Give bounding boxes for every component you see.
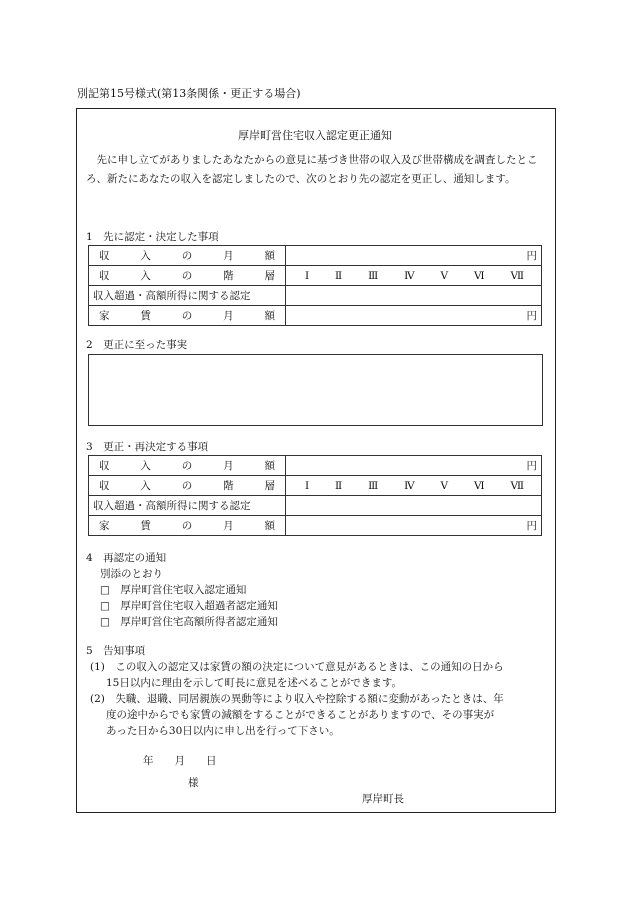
label-char: 入 bbox=[140, 250, 151, 262]
label-char: 賃 bbox=[140, 520, 151, 532]
form-number-label: 別記第15号様式(第13条関係・更正する場合) bbox=[77, 87, 301, 100]
bracket-option[interactable]: Ⅰ bbox=[304, 269, 310, 282]
rent-label bbox=[93, 308, 281, 323]
notice-item-2-line2: 度の途中からでも家賃の減額をすることができることがありますので、その事実が bbox=[106, 709, 495, 721]
table-row bbox=[89, 516, 542, 536]
bracket-value-cell[interactable] bbox=[286, 476, 542, 496]
label-char: の bbox=[181, 250, 193, 262]
label-char: の bbox=[181, 310, 193, 322]
bracket-option[interactable]: Ⅲ bbox=[368, 479, 379, 492]
section3-heading: 3 更正・再決定する事項 bbox=[86, 441, 209, 453]
table-row bbox=[89, 306, 542, 326]
label-char: 入 bbox=[140, 480, 151, 492]
bracket-value-cell[interactable] bbox=[286, 266, 542, 286]
label-char: 層 bbox=[264, 270, 275, 282]
date-line: 年 月 日 bbox=[143, 755, 217, 767]
bracket-option[interactable]: Ⅱ bbox=[335, 479, 343, 492]
notice-option-checkbox[interactable]: □ 厚岸町営住宅高額所得者認定通知 bbox=[100, 616, 278, 628]
label-char: の bbox=[181, 460, 193, 472]
yen-unit: 円 bbox=[526, 310, 537, 322]
table-row bbox=[89, 496, 542, 516]
label-char: の bbox=[181, 480, 193, 492]
rent-label bbox=[93, 518, 281, 533]
section4-subtext: 別添のとおり bbox=[100, 568, 163, 580]
label-char: 賃 bbox=[140, 310, 151, 322]
income-label bbox=[93, 458, 281, 473]
label-char: の bbox=[181, 270, 193, 282]
label-char: 月 bbox=[223, 250, 234, 262]
bracket-option[interactable]: Ⅰ bbox=[304, 479, 310, 492]
bracket-option[interactable]: Ⅵ bbox=[474, 269, 485, 282]
bracket-option[interactable]: Ⅶ bbox=[510, 269, 525, 282]
bracket-options bbox=[290, 270, 537, 282]
notice-item-1-line1: (1) この収入の認定又は家賃の額の決定について意見があるときは、この通知の日から bbox=[90, 661, 504, 673]
label-char: 月 bbox=[223, 520, 234, 532]
bracket-option[interactable]: Ⅳ bbox=[404, 479, 415, 492]
section5-heading: 5 告知事項 bbox=[86, 645, 146, 657]
table-row bbox=[89, 246, 542, 266]
excess-label: 収入超過・高額所得に関する認定 bbox=[89, 286, 286, 306]
bracket-option[interactable]: Ⅳ bbox=[404, 269, 415, 282]
notice-item-1-line2: 15日以内に理由を示して町長に意見を述べることができます。 bbox=[106, 677, 403, 689]
yen-unit: 円 bbox=[526, 460, 537, 472]
excess-value-cell[interactable] bbox=[286, 496, 542, 516]
bracket-options bbox=[290, 480, 537, 492]
label-char: 額 bbox=[264, 460, 275, 472]
income-value-cell[interactable] bbox=[286, 246, 542, 266]
label-char: 収 bbox=[99, 250, 110, 262]
label-char: 額 bbox=[264, 310, 275, 322]
table-row bbox=[89, 476, 542, 496]
page-title: 厚岸町営住宅収入認定更正通知 bbox=[238, 129, 392, 142]
addressee-suffix: 様 bbox=[188, 777, 199, 789]
rent-value-cell[interactable] bbox=[286, 306, 542, 326]
section1-table bbox=[88, 245, 542, 326]
section2-heading: 2 更正に至った事実 bbox=[86, 339, 188, 351]
label-char: 額 bbox=[264, 250, 275, 262]
income-value-cell[interactable] bbox=[286, 456, 542, 476]
label-char: 額 bbox=[264, 520, 275, 532]
label-char: 収 bbox=[99, 270, 110, 282]
label-char: の bbox=[181, 520, 193, 532]
issuer-name: 厚岸町長 bbox=[362, 793, 404, 805]
facts-textarea[interactable] bbox=[88, 354, 543, 426]
label-char: 階 bbox=[223, 270, 234, 282]
excess-value-cell[interactable] bbox=[286, 286, 542, 306]
bracket-option[interactable]: Ⅴ bbox=[440, 269, 449, 282]
notice-item-2-line1: (2) 失職、退職、同居親族の異動等により収入や控除する額に変動があったときは、年 bbox=[90, 693, 504, 705]
label-char: 入 bbox=[140, 460, 151, 472]
yen-unit: 円 bbox=[526, 250, 537, 262]
label-char: 月 bbox=[223, 460, 234, 472]
bracket-option[interactable]: Ⅲ bbox=[368, 269, 379, 282]
yen-unit: 円 bbox=[526, 520, 537, 532]
bracket-option[interactable]: Ⅴ bbox=[440, 479, 449, 492]
bracket-label bbox=[93, 478, 281, 493]
label-char: 家 bbox=[99, 520, 110, 532]
label-char: 月 bbox=[223, 310, 234, 322]
bracket-label bbox=[93, 268, 281, 283]
excess-label: 収入超過・高額所得に関する認定 bbox=[89, 496, 286, 516]
bracket-option[interactable]: Ⅶ bbox=[510, 479, 525, 492]
bracket-option[interactable]: Ⅱ bbox=[335, 269, 343, 282]
notice-item-2-line3: あった日から30日以内に申し出を行って下さい。 bbox=[106, 725, 340, 737]
intro-paragraph: 先に申し立てがありましたあなたからの意見に基づき世帯の収入及び世帯構成を調査したところ、新たにあなたの収入を認定しましたので、次のとおり先の認定を更正し、通知します。 bbox=[86, 154, 538, 185]
income-label bbox=[93, 248, 281, 263]
notice-option-checkbox[interactable]: □ 厚岸町営住宅収入超過者認定通知 bbox=[100, 600, 278, 612]
bracket-option[interactable]: Ⅵ bbox=[474, 479, 485, 492]
table-row bbox=[89, 456, 542, 476]
label-char: 階 bbox=[223, 480, 234, 492]
section3-table bbox=[88, 455, 542, 536]
table-row bbox=[89, 266, 542, 286]
rent-value-cell[interactable] bbox=[286, 516, 542, 536]
section4-heading: 4 再認定の通知 bbox=[86, 552, 167, 564]
label-char: 入 bbox=[140, 270, 151, 282]
notice-option-checkbox[interactable]: □ 厚岸町営住宅収入認定通知 bbox=[100, 584, 247, 596]
label-char: 収 bbox=[99, 480, 110, 492]
label-char: 家 bbox=[99, 310, 110, 322]
section1-heading: 1 先に認定・決定した事項 bbox=[86, 231, 219, 243]
table-row bbox=[89, 286, 542, 306]
label-char: 層 bbox=[264, 480, 275, 492]
label-char: 収 bbox=[99, 460, 110, 472]
